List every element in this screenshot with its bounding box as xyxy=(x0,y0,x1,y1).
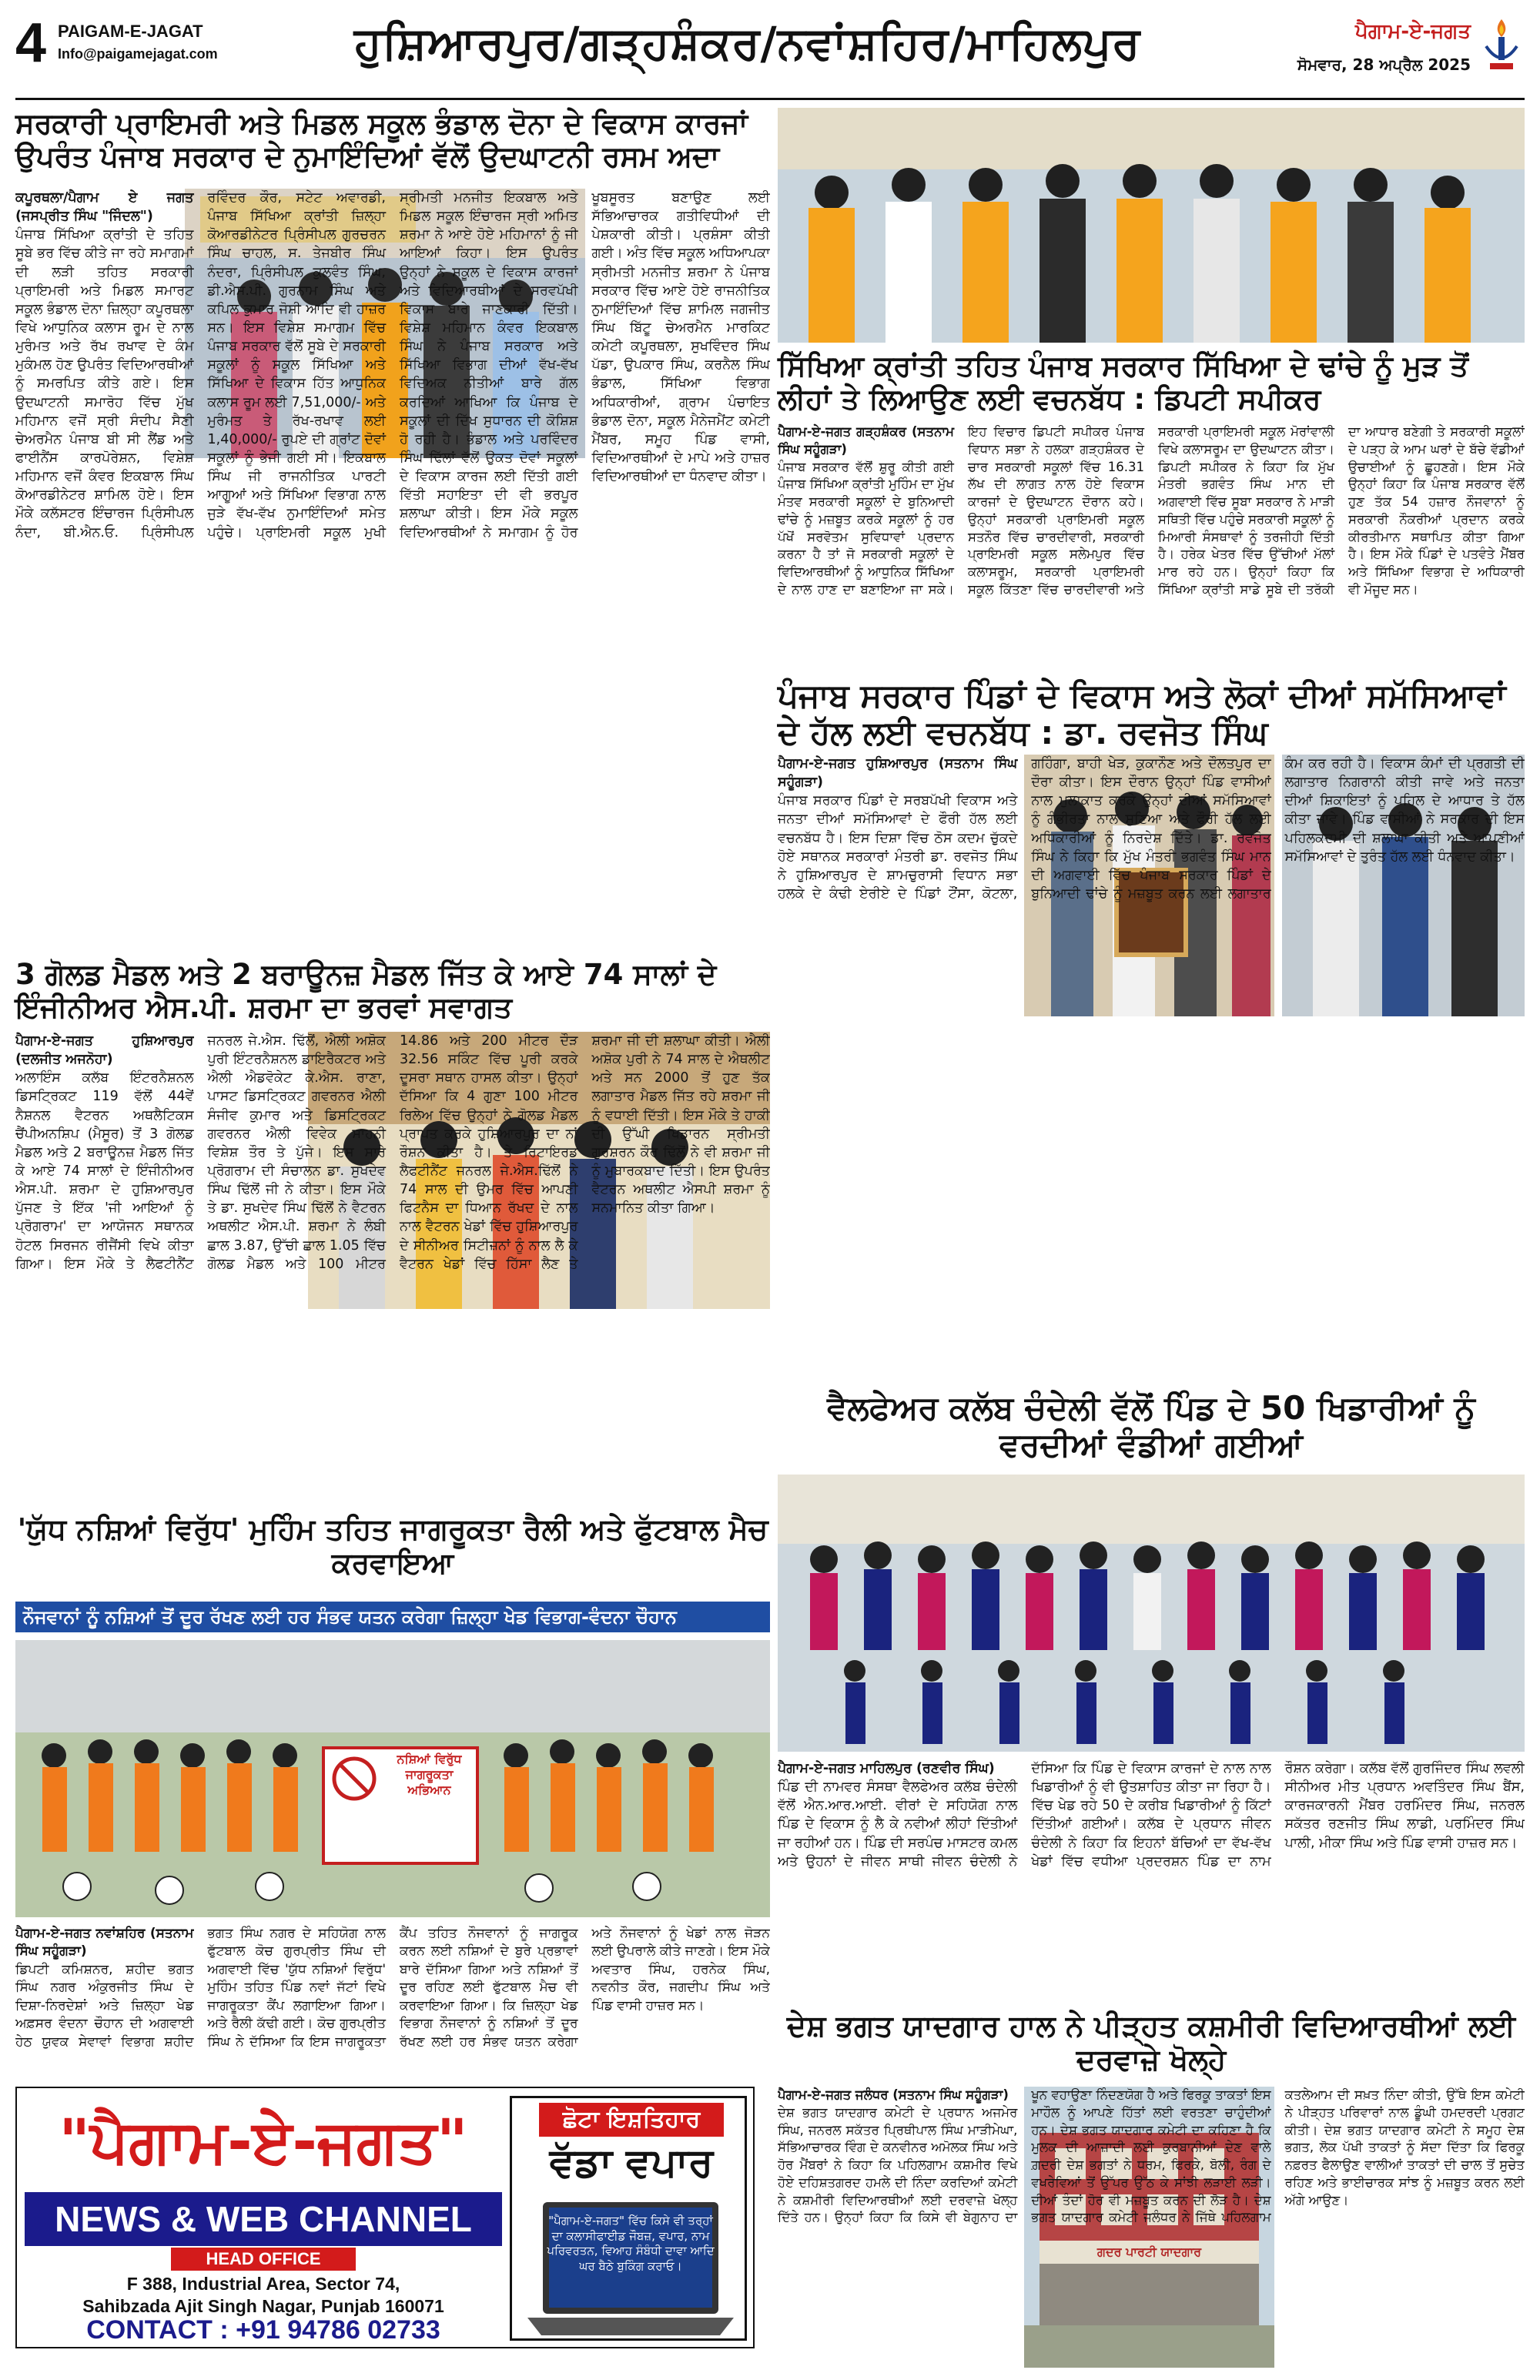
story6-text: ਪਿੰਡ ਦੀ ਨਾਮਵਰ ਸੰਸਥਾ ਵੈਲਫੇਅਰ ਕਲੱਬ ਚੰਦੇਲੀ ਵੱਲੋਂ ਐਨ.ਆਰ.ਆਈ. ਵੀਰਾਂ ਦੇ ਸਹਿਯੋਗ ਨਾਲ ਪਿੰਡ ਦੇ ਵਿਕਾਸ ਨੂੰ ਲੈ ਕੇ ਨਵੀਆਂ ਲੀਹਾਂ ਦਿੱਤੀਆਂ ਜਾ ਰਹੀਆਂ ਹਨ। ਪਿੰਡ ਦੀ ਸਰਪੰਚ ਮਾਸਟਰ ਕਮਲ ਅਤੇ ਉਹਨਾਂ ਦੇ ਜੀਵਨ ਸਾਥੀ ਜੀਵਨ ਚੰਦੇਲੀ ਨੇ ਦੱਸਿਆ ਕਿ ਪਿੰਡ ਦੇ ਵਿਕਾਸ ਕਾਰਜਾਂ ਦੇ ਨਾਲ ਨਾਲ ਖਿਡਾਰੀਆਂ ਨੂੰ ਵੀ ਉਤਸ਼ਾਹਿਤ ਕੀਤਾ ਜਾ ਰਿਹਾ ਹੈ। ਵਿੱਚ ਖੇਡ ਰਹੇ 50 ਦੇ ਕਰੀਬ ਖਿਡਾਰੀਆਂ ਨੂੰ ਕਿੱਟਾਂ ਦਿੱਤੀਆਂ ਗਈਆਂ। ਕਲੱਬ ਦੇ ਪ੍ਰਧਾਨ ਜੀਵਨ ਚੰਦੇਲੀ ਨੇ ਕਿਹਾ ਕਿ ਇਹਨਾਂ ਬੱਚਿਆਂ ਦਾ ਵੱਖ-ਵੱਖ ਖੇਡਾਂ ਵਿੱਚ ਵਧੀਆ ਪ੍ਰਦਰਸ਼ਨ ਪਿੰਡ ਦਾ ਨਾਮ ਰੌਸ਼ਨ ਕਰੇਗਾ। ਕਲੱਬ ਵੱਲੋਂ ਗੁਰਜਿੰਦਰ ਸਿੰਘ ਲਵਲੀ ਸੀਨੀਅਰ ਮੀਤ ਪ੍ਰਧਾਨ ਅਵਤਿੰਦਰ ਸਿੰਘ ਬੈਂਸ, ਕਾਰਜਕਾਰਨੀ ਮੈਂਬਰ ਹਰਮਿੰਦਰ ਸਿੰਘ, ਜਨਰਲ ਸਕੱਤਰ ਰਣਜੀਤ ਸਿੰਘ ਲਾਡੀ, ਪਰਮਿੰਦਰ ਸਿੰਘ ਪਾਲੀ, ਮੀਕਾ ਸਿੰਘ ਅਤੇ ਪਿੰਡ ਵਾਸੀ ਹਾਜ਼ਰ ਸਨ। xyxy=(778,1761,1525,1870)
story2-body xyxy=(778,423,1525,674)
ad-title: "ਪੈਗਾਮ-ਏ-ਜਗਤ" xyxy=(59,2107,468,2177)
story1-body xyxy=(15,189,770,955)
ad-address-line1: F 388, Industrial Area, Sector 74, xyxy=(126,2274,400,2294)
story5-photo xyxy=(15,1640,770,1917)
story7-text: ਦੇਸ਼ ਭਗਤ ਯਾਦਗਾਰ ਕਮੇਟੀ ਦੇ ਪ੍ਰਧਾਨ ਅਜਮੇਰ ਸਿੰਘ, ਜਨਰਲ ਸਕੱਤਰ ਪ੍ਰਿਥੀਪਾਲ ਸਿੰਘ ਮਾੜੀਮੇਘਾ, ਸੱਭਿਆਚਾਰਕ ਵਿੰਗ ਦੇ ਕਨਵੀਨਰ ਅਮੋਲਕ ਸਿੰਘ ਅਤੇ ਹੋਰ ਮੈਂਬਰਾਂ ਨੇ ਕਿਹਾ ਕਿ ਪਹਿਲਗਾਮ ਕਸ਼ਮੀਰ ਵਿਖੇ ਹੋਏ ਦਹਿਸ਼ਤਗਰਦ ਹਮਲੇ ਦੀ ਨਿੰਦਾ ਕਰਦਿਆਂ ਕਮੇਟੀ ਨੇ ਕਸ਼ਮੀਰੀ ਵਿਦਿਆਰਥੀਆਂ ਲਈ ਦਰਵਾਜ਼ੇ ਖੋਲ੍ਹ ਦਿੱਤੇ ਹਨ। ਉਨ੍ਹਾਂ ਕਿਹਾ ਕਿ ਕਿਸੇ ਵੀ ਬੇਗੁਨਾਹ ਦਾ ਖੂਨ ਵਹਾਉਣਾ ਨਿੰਦਣਯੋਗ ਹੈ ਅਤੇ ਫਿਰਕੂ ਤਾਕਤਾਂ ਇਸ ਮਾਹੌਲ ਨੂੰ ਆਪਣੇ ਹਿੱਤਾਂ ਲਈ ਵਰਤਣਾ ਚਾਹੁੰਦੀਆਂ ਹਨ। ਦੇਸ਼ ਭਗਤ ਯਾਦਗਾਰ ਕਮੇਟੀ ਦਾ ਕਹਿਣਾ ਹੈ ਕਿ ਮੁਲਕ ਦੀ ਆਜ਼ਾਦੀ ਲਈ ਕੁਰਬਾਨੀਆਂ ਦੇਣ ਵਾਲੇ ਗ਼ਦਰੀ ਦੇਸ਼ ਭਗਤਾਂ ਨੇ ਧਰਮ, ਫਿਰਕੇ, ਬੋਲੀ, ਰੰਗ ਦੇ ਵਖਰੇਵਿਆਂ ਤੋਂ ਉੱਪਰ ਉੱਠ ਕੇ ਸਾਂਝੀ ਲੜਾਈ ਲੜੀ। ਦੀਆਂ ਤੰਦਾਂ ਹੋਰ ਵੀ ਮਜ਼ਬੂਤ ਕਰਨ ਦੀ ਲੋੜ ਹੈ। ਦੇਸ਼ ਭਗਤ ਯਾਦਗਾਰ ਕਮੇਟੀ ਜਲੰਧਰ ਨੇ ਜਿੱਥੇ ਪਹਿਲਗਾਮ ਕਤਲੇਆਮ ਦੀ ਸਖ਼ਤ ਨਿੰਦਾ ਕੀਤੀ, ਉੱਥੇ ਇਸ ਕਮੇਟੀ ਨੇ ਪੀੜ੍ਹਤ ਪਰਿਵਾਰਾਂ ਨਾਲ ਡੂੰਘੀ ਹਮਦਰਦੀ ਪ੍ਰਗਟ ਕੀਤੀ। ਦੇਸ਼ ਭਗਤ ਯਾਦਗਾਰ ਕਮੇਟੀ ਨੇ ਸਮੂਹ ਦੇਸ਼ ਭਗਤ, ਲੋਕ ਪੱਖੀ ਤਾਕਤਾਂ ਨੂੰ ਸੱਦਾ ਦਿੱਤਾ ਕਿ ਫਿਰਕੂ ਨਫ਼ਰਤ ਫੈਲਾਉਣ ਵਾਲੀਆਂ ਤਾਕਤਾਂ ਦੀ ਚਾਲ ਤੋਂ ਸੁਚੇਤ ਰਹਿਣ ਅਤੇ ਭਾਈਚਾਰਕ ਸਾਂਝ ਨੂੰ ਮਜ਼ਬੂਤ ਕਰਨ ਲਈ ਅੱਗੇ ਆਉਣ। xyxy=(778,2087,1525,2225)
torch-logo-icon xyxy=(1478,15,1525,77)
story7-building-sign: ਗਦਰ ਪਾਰਟੀ ਯਾਦਗਾਰ xyxy=(1096,2244,1202,2259)
story6-headline: ਵੈਲਫੇਅਰ ਕਲੱਬ ਚੰਦੇਲੀ ਵੱਲੋਂ ਪਿੰਡ ਦੇ 50 ਖਿਡਾਰੀਆਂ ਨੂੰ ਵਰਦੀਆਂ ਵੰਡੀਆਂ ਗਈਆਂ xyxy=(827,1389,1475,1464)
issue-date: ਸੋਮਵਾਰ, 28 ਅਪ੍ਰੈਲ 2025 xyxy=(1297,55,1471,74)
story5-headline: 'ਯੁੱਧ ਨਸ਼ਿਆਂ ਵਿਰੁੱਧ' ਮੁਹਿੰਮ ਤਹਿਤ ਜਾਗਰੂਕਤਾ ਰੈਲੀ ਅਤੇ ਫੁੱਟਬਾਲ ਮੈਚ ਕਰਵਾਇਆ xyxy=(17,1512,768,1580)
story5-body xyxy=(15,1925,770,2079)
story6-photo xyxy=(778,1475,1525,1752)
ad-contact[interactable]: CONTACT : +91 94786 02733 xyxy=(86,2315,440,2345)
story3-dateline: ਪੈਗਾਮ-ਏ-ਜਗਤ ਹੁਸ਼ਿਆਰਪੁਰ (ਸਤਨਾਮ ਸਿੰਘ ਸਹੂੰਗੜਾ) xyxy=(778,756,1018,791)
section-title: ਹੁਸ਼ਿਆਰਪੁਰ/ਗੜ੍ਹਸ਼ੰਕਰ/ਨਵਾਂਸ਼ਹਿਰ/ਮਾਹਿਲਪੁਰ xyxy=(354,17,1141,69)
ad-address xyxy=(25,2273,502,2318)
story3-text: ਪੰਜਾਬ ਸਰਕਾਰ ਪਿੰਡਾਂ ਦੇ ਸਰਬਪੱਖੀ ਵਿਕਾਸ ਅਤੇ ਜਨਤਾ ਦੀਆਂ ਸਮੱਸਿਆਵਾਂ ਦੇ ਫੌਰੀ ਹੱਲ ਲਈ ਵਚਨਬੱਧ ਹੈ। ਇਸ ਦਿਸ਼ਾ ਵਿੱਚ ਠੋਸ ਕਦਮ ਚੁੱਕਦੇ ਹੋਏ ਸਥਾਨਕ ਸਰਕਾਰਾਂ ਮੰਤਰੀ ਡਾ. ਰਵਜੋਤ ਸਿੰਘ ਨੇ ਹੁਸ਼ਿਆਰਪੁਰ ਦੇ ਸ਼ਾਮਚੁਰਾਸੀ ਵਿਧਾਨ ਸਭਾ ਹਲਕੇ ਦੇ ਕੰਢੀ ਏਰੀਏ ਦੇ ਪਿੰਡਾਂ ਟੌਂਸਾ, ਕੋਟਲਾ, ਗਹਿੰਗਾ, ਬਾਹੀ ਖੇੜ, ਕੁਕਾਨੌਣ ਅਤੇ ਦੌਲਤਪੁਰ ਦਾ ਦੌਰਾ ਕੀਤਾ। ਇਸ ਦੌਰਾਨ ਉਨ੍ਹਾਂ ਪਿੰਡ ਵਾਸੀਆਂ ਨਾਲ ਮੁਲਾਕਾਤ ਕਰਕੇ ਉਨ੍ਹਾਂ ਦੀਆਂ ਸਮੱਸਿਆਵਾਂ ਨੂੰ ਗੰਭੀਰਤਾ ਨਾਲ ਸੁਣਿਆ ਅਤੇ ਫੌਰੀ ਹੱਲ ਲਈ ਅਧਿਕਾਰੀਆਂ ਨੂੰ ਨਿਰਦੇਸ਼ ਦਿੱਤੇ। ਡਾ. ਰਵਜੋਤ ਸਿੰਘ ਨੇ ਕਿਹਾ ਕਿ ਮੁੱਖ ਮੰਤਰੀ ਭਗਵੰਤ ਸਿੰਘ ਮਾਨ ਦੀ ਅਗਵਾਈ ਵਿੱਚ ਪੰਜਾਬ ਸਰਕਾਰ ਪਿੰਡਾਂ ਦੇ ਬੁਨਿਆਦੀ ਢਾਂਚੇ ਨੂੰ ਮਜ਼ਬੂਤ ਕਰਨ ਲਈ ਲਗਾਤਾਰ ਕੰਮ ਕਰ ਰਹੀ ਹੈ। ਵਿਕਾਸ ਕੰਮਾਂ ਦੀ ਪ੍ਰਗਤੀ ਦੀ ਲਗਾਤਾਰ ਨਿਗਰਾਨੀ ਕੀਤੀ ਜਾਵੇ ਅਤੇ ਜਨਤਾ ਦੀਆਂ ਸ਼ਿਕਾਇਤਾਂ ਨੂੰ ਪਹਿਲ ਦੇ ਆਧਾਰ ਤੇ ਹੱਲ ਕੀਤਾ ਜਾਵੇ। ਪਿੰਡ ਵਾਸੀਆਂ ਨੇ ਸਰਕਾਰ ਦੀ ਇਸ ਪਹਿਲਕਦਮੀ ਦੀ ਸ਼ਲਾਘਾ ਕੀਤੀ ਅਤੇ ਆਪਣੀਆਂ ਸਮੱਸਿਆਵਾਂ ਦੇ ਤੁਰੰਤ ਹੱਲ ਲਈ ਧੰਨਵਾਦ ਕੀਤਾ। xyxy=(778,756,1525,902)
story2-text: ਪੰਜਾਬ ਸਰਕਾਰ ਵੱਲੋਂ ਸ਼ੁਰੂ ਕੀਤੀ ਗਈ ਪੰਜਾਬ ਸਿੱਖਿਆ ਕ੍ਰਾਂਤੀ ਮੁਹਿੰਮ ਦਾ ਮੁੱਖ ਮੰਤਵ ਸਰਕਾਰੀ ਸਕੂਲਾਂ ਦੇ ਬੁਨਿਆਦੀ ਢਾਂਚੇ ਨੂੰ ਮਜ਼ਬੂਤ ਕਰਕੇ ਸਕੂਲਾਂ ਨੂੰ ਹਰ ਪੱਖੋਂ ਸਰਵੋਤਮ ਸੁਵਿਧਾਵਾਂ ਪ੍ਰਦਾਨ ਕਰਨਾ ਹੈ ਤਾਂ ਜੋ ਸਰਕਾਰੀ ਸਕੂਲਾਂ ਦੇ ਵਿਦਿਆਰਥੀਆਂ ਨੂੰ ਆਧੁਨਿਕ ਸਿੱਖਿਆ ਦੇ ਨਾਲ ਹਾਣ ਦਾ ਬਣਾਇਆ ਜਾ ਸਕੇ। ਇਹ ਵਿਚਾਰ ਡਿਪਟੀ ਸਪੀਕਰ ਪੰਜਾਬ ਵਿਧਾਨ ਸਭਾ ਨੇ ਹਲਕਾ ਗੜ੍ਹਸ਼ੰਕਰ ਦੇ ਚਾਰ ਸਰਕਾਰੀ ਸਕੂਲਾਂ ਵਿੱਚ 16.31 ਲੱਖ ਦੀ ਲਾਗਤ ਨਾਲ ਹੋਏ ਵਿਕਾਸ ਕਾਰਜਾਂ ਦੇ ਉਦਘਾਟਨ ਦੌਰਾਨ ਕਹੇ। ਉਨ੍ਹਾਂ ਸਰਕਾਰੀ ਪ੍ਰਾਇਮਰੀ ਸਕੂਲ ਸਤਨੌਰ ਵਿੱਚ ਚਾਰਦੀਵਾਰੀ, ਸਰਕਾਰੀ ਪ੍ਰਾਇਮਰੀ ਸਕੂਲ ਸਲੇਮਪੁਰ ਵਿੱਚ ਕਲਾਸਰੂਮ, ਸਰਕਾਰੀ ਪ੍ਰਾਇਮਰੀ ਸਕੂਲ ਕਿੱਤਣਾ ਵਿੱਚ ਚਾਰਦੀਵਾਰੀ ਅਤੇ ਸਰਕਾਰੀ ਪ੍ਰਾਇਮਰੀ ਸਕੂਲ ਮੋਰਾਂਵਾਲੀ ਵਿਖੇ ਕਲਾਸਰੂਮ ਦਾ ਉਦਘਾਟਨ ਕੀਤਾ। ਡਿਪਟੀ ਸਪੀਕਰ ਨੇ ਕਿਹਾ ਕਿ ਮੁੱਖ ਮੰਤਰੀ ਭਗਵੰਤ ਸਿੰਘ ਮਾਨ ਦੀ ਅਗਵਾਈ ਵਿੱਚ ਸੂਬਾ ਸਰਕਾਰ ਨੇ ਮਾੜੀ ਸਥਿਤੀ ਵਿੱਚ ਪਹੁੰਚੇ ਸਰਕਾਰੀ ਸਕੂਲਾਂ ਨੂੰ ਮਿਆਰੀ ਸੰਸਥਾਵਾਂ ਨੂੰ ਤਰਜੀਹੀ ਦਿੱਤੀ ਹੈ। ਹਰੇਕ ਖੇਤਰ ਵਿੱਚ ਉੱਚੀਆਂ ਮੱਲਾਂ ਮਾਰ ਰਹੇ ਹਨ। ਉਨ੍ਹਾਂ ਕਿਹਾ ਕਿ ਸਿੱਖਿਆ ਕ੍ਰਾਂਤੀ ਸਾਡੇ ਸੂਬੇ ਦੀ ਤਰੱਕੀ ਦਾ ਆਧਾਰ ਬਣੇਗੀ ਤੇ ਸਰਕਾਰੀ ਸਕੂਲਾਂ ਦੇ ਪੜ੍ਹ ਕੇ ਆਮ ਘਰਾਂ ਦੇ ਬੱਚੇ ਵੱਡੀਆਂ ਉਚਾਈਆਂ ਨੂੰ ਛੂਹਣਗੇ। ਇਸ ਮੌਕੇ ਉਨ੍ਹਾਂ ਕਿਹਾ ਕਿ ਪੰਜਾਬ ਸਰਕਾਰ ਵੱਲੋਂ ਹੁਣ ਤੱਕ 54 ਹਜ਼ਾਰ ਨੌਜਵਾਨਾਂ ਨੂੰ ਸਰਕਾਰੀ ਨੌਕਰੀਆਂ ਪ੍ਰਦਾਨ ਕਰਕੇ ਕੀਰਤੀਮਾਨ ਸਥਾਪਿਤ ਕੀਤਾ ਗਿਆ ਹੈ। ਇਸ ਮੌਕੇ ਪਿੰਡਾਂ ਦੇ ਪਤਵੰਤੇ ਮੈਂਬਰ ਅਤੇ ਸਿੱਖਿਆ ਵਿਭਾਗ ਦੇ ਅਧਿਕਾਰੀ ਵੀ ਮੌਜੂਦ ਸਨ। xyxy=(778,424,1525,597)
story7-dateline: ਪੈਗਾਮ-ਏ-ਜਗਤ ਜਲੰਧਰ (ਸਤਨਾਮ ਸਿੰਘ ਸਹੂੰਗੜਾ) xyxy=(778,2087,1009,2102)
story3-headline: ਪੰਜਾਬ ਸਰਕਾਰ ਪਿੰਡਾਂ ਦੇ ਵਿਕਾਸ ਅਤੇ ਲੋਕਾਂ ਦੀਆਂ ਸਮੱਸਿਆਵਾਂ ਦੇ ਹੱਲ ਲਈ ਵਚਨਬੱਧ : ਡਾ. ਰਵਜੋਤ ਸਿੰਘ xyxy=(778,677,1506,752)
story1-text: ਪੰਜਾਬ ਸਿੱਖਿਆ ਕ੍ਰਾਂਤੀ ਦੇ ਤਹਿਤ ਸੂਬੇ ਭਰ ਵਿੱਚ ਕੀਤੇ ਜਾ ਰਹੇ ਸਮਾਗਮਾਂ ਦੀ ਲੜੀ ਤਹਿਤ ਸਰਕਾਰੀ ਪ੍ਰਾਇਮਰੀ ਅਤੇ ਮਿਡਲ ਸਮਾਰਟ ਸਕੂਲ ਭੰਡਾਲ ਦੋਨਾ ਜ਼ਿਲ੍ਹਾ ਕਪੂਰਥਲਾ ਵਿਖੇ ਆਧੁਨਿਕ ਕਲਾਸ ਰੂਮ ਦੇ ਨਾਲ ਮੁਰੰਮਤ ਅਤੇ ਰੱਖ ਰਖਾਵ ਦੇ ਕੰਮ ਮੁਕੰਮਲ ਹੋਣ ਉਪਰੰਤ ਵਿਦਿਆਰਥੀਆਂ ਨੂੰ ਸਮਰਪਿਤ ਕੀਤੇ ਗਏ। ਇਸ ਉਦਘਾਟਨੀ ਸਮਾਰੋਹ ਵਿੱਚ ਮੁੱਖ ਮਹਿਮਾਨ ਵਜੋਂ ਸ੍ਰੀ ਸੰਦੀਪ ਸੈਣੀ ਚੇਅਰਮੈਨ ਪੰਜਾਬ ਬੀ ਸੀ ਲੈਂਡ ਅਤੇ ਫਾਈਨੈਂਸ ਕਾਰਪੋਰੇਸ਼ਨ, ਵਿਸ਼ੇਸ਼ ਮਹਿਮਾਨ ਵਜੋਂ ਕੰਵਰ ਇਕਬਾਲ ਸਿੰਘ ਕੋਆਰਡੀਨੇਟਰ ਸ਼ਾਮਿਲ ਹੋਏ। ਇਸ ਮੌਕੇ ਕਲੱਸਟਰ ਇੰਚਾਰਜ ਪ੍ਰਿੰਸੀਪਲ ਨੰਦਾ, ਬੀ.ਐਨ.ਓ. ਪ੍ਰਿੰਸੀਪਲ ਰਵਿੰਦਰ ਕੌਰ, ਸਟੇਟ ਅਵਾਰਡੀ, ਪੰਜਾਬ ਸਿੱਖਿਆ ਕ੍ਰਾਂਤੀ ਜ਼ਿਲ੍ਹਾ ਕੋਆਰਡੀਨੇਟਰ ਪ੍ਰਿੰਸੀਪਲ ਗੁਰਚਰਨ ਸਿੰਘ ਚਾਹਲ, ਸ. ਤੇਜਬੀਰ ਸਿੰਘ ਨੰਦਰਾ, ਪ੍ਰਿੰਸੀਪਲ ਕੁਲਵੰਤ ਸਿੰਘ, ਡੀ.ਐਸ.ਪੀ. ਗੁਰਨਾਮ ਸਿੰਘ ਅਤੇ ਕਪਿਲ ਕੁਮਾਰ ਜੋਸ਼ੀ ਆਦਿ ਵੀ ਹਾਜ਼ਰ ਸਨ। ਇਸ ਵਿਸ਼ੇਸ਼ ਸਮਾਗਮ ਵਿੱਚ ਪੰਜਾਬ ਸਰਕਾਰ ਵੱਲੋਂ ਸੂਬੇ ਦੇ ਸਰਕਾਰੀ ਸਕੂਲਾਂ ਨੂੰ ਸਕੂਲ ਸਿੱਖਿਆ ਅਤੇ ਸਿੱਖਿਆ ਦੇ ਵਿਕਾਸ ਹਿੱਤ ਆਧੁਨਿਕ ਕਲਾਸ ਰੂਮ ਲਈ 7,51,000/- ਅਤੇ ਮੁਰੰਮਤ ਤੇ ਰੱਖ-ਰਖਾਵ ਲਈ 1,40,000/- ਰੁਪਏ ਦੀ ਗ੍ਰਾਂਟ ਦੋਵਾਂ ਸਕੂਲਾਂ ਨੂੰ ਭੇਜੀ ਗਈ ਸੀ। ਇਕਬਾਲ ਸਿੰਘ ਜੀ ਰਾਜਨੀਤਿਕ ਪਾਰਟੀ ਆਗੂਆਂ ਅਤੇ ਸਿੱਖਿਆ ਵਿਭਾਗ ਨਾਲ ਜੁੜੇ ਵੱਖ-ਵੱਖ ਨੁਮਾਇੰਦਿਆਂ ਸਮੇਤ ਪਹੁੰਚੇ। ਪ੍ਰਾਇਮਰੀ ਸਕੂਲ ਮੁਖੀ ਸ੍ਰੀਮਤੀ ਮਨਜੀਤ ਇਕਬਾਲ ਅਤੇ ਮਿਡਲ ਸਕੂਲ ਇੰਚਾਰਜ ਸ੍ਰੀ ਅਮਿਤ ਸ਼ਰਮਾ ਨੇ ਆਏ ਹੋਏ ਮਹਿਮਾਨਾਂ ਨੂੰ ਜੀ ਆਇਆਂ ਕਿਹਾ। ਇਸ ਉਪਰੰਤ ਉਨ੍ਹਾਂ ਨੇ ਸਕੂਲ ਦੇ ਵਿਕਾਸ ਕਾਰਜਾਂ ਅਤੇ ਵਿਦਿਆਰਥੀਆਂ ਦੇ ਸਰਵਪੱਖੀ ਵਿਕਾਸ ਬਾਰੇ ਜਾਣਕਾਰੀ ਦਿੱਤੀ। ਵਿਸ਼ੇਸ਼ ਮਹਿਮਾਨ ਕੰਵਰ ਇਕਬਾਲ ਸਿੰਘ ਨੇ ਪੰਜਾਬ ਸਰਕਾਰ ਅਤੇ ਸਿੱਖਿਆ ਵਿਭਾਗ ਦੀਆਂ ਵੱਖ-ਵੱਖ ਵਿਦਿਅਕ ਨੀਤੀਆਂ ਬਾਰੇ ਗੱਲ ਕਰਦਿਆਂ ਆਖਿਆ ਕਿ ਪੰਜਾਬ ਦੇ ਸਕੂਲਾਂ ਦੀ ਦਿੱਖ ਸੁਧਾਰਨ ਦੀ ਕੋਸ਼ਿਸ਼ ਹੋ ਰਹੀ ਹੈ। ਭੰਡਾਲ ਅਤੇ ਪਰਵਿੰਦਰ ਸਿੰਘ ਢਿੱਲਾਂ ਵੱਲੋਂ ਉਕਤ ਦੋਵਾਂ ਸਕੂਲਾਂ ਦੇ ਵਿਕਾਸ ਕਾਰਜ ਲਈ ਦਿੱਤੀ ਗਈ ਵਿੱਤੀ ਸਹਾਇਤਾ ਦੀ ਵੀ ਭਰਪੂਰ ਸ਼ਲਾਘਾ ਕੀਤੀ। ਇਸ ਮੌਕੇ ਸਕੂਲ ਵਿਦਿਆਰਥੀਆਂ ਨੇ ਸਮਾਗਮ ਨੂੰ ਹੋਰ ਖੂਬਸੂਰਤ ਬਣਾਉਣ ਲਈ ਸੱਭਿਆਚਾਰਕ ਗਤੀਵਿਧੀਆਂ ਦੀ ਪੇਸ਼ਕਾਰੀ ਕੀਤੀ। ਪ੍ਰਸ਼ੰਸਾ ਕੀਤੀ ਗਈ। ਅੰਤ ਵਿੱਚ ਸਕੂਲ ਅਧਿਆਪਕਾ ਸ੍ਰੀਮਤੀ ਮਨਜੀਤ ਸ਼ਰਮਾ ਨੇ ਪੰਜਾਬ ਸਰਕਾਰ ਵਿੱਚ ਆਏ ਹੋਏ ਰਾਜਨੀਤਿਕ ਨੁਮਾਇੰਦਿਆਂ ਵਿੱਚ ਸ਼ਾਮਿਲ ਜਗਜੀਤ ਸਿੰਘ ਬਿੱਟੂ ਚੇਅਰਮੈਨ ਮਾਰਕਿਟ ਕਮੇਟੀ ਕਪੂਰਥਲਾ, ਸੁਖਵਿੰਦਰ ਸਿੰਘ ਪੱਡਾ, ਉਪਕਾਰ ਸਿੰਘ, ਕਰਨੈਲ ਸਿੰਘ ਭੰਡਾਲ, ਸਿੱਖਿਆ ਵਿਭਾਗ ਅਧਿਕਾਰੀਆਂ, ਗ੍ਰਾਮ ਪੰਚਾਇਤ ਭੰਡਾਲ ਦੋਨਾ, ਸਕੂਲ ਮੈਨੇਜਮੈਂਟ ਕਮੇਟੀ ਮੈਂਬਰ, ਸਮੂਹ ਪਿੰਡ ਵਾਸੀ, ਵਿਦਿਆਰਥੀਆਂ ਦੇ ਮਾਪੇ ਅਤੇ ਹਾਜ਼ਰ ਵਿਦਿਆਰਥੀਆਂ ਦਾ ਧੰਨਵਾਦ ਕੀਤਾ। xyxy=(15,190,770,541)
story5-dateline: ਪੈਗਾਮ-ਏ-ਜਗਤ ਨਵਾਂਸ਼ਹਿਰ (ਸਤਨਾਮ ਸਿੰਘ ਸਹੂੰਗੜਾ) xyxy=(15,1926,194,1960)
story6-body xyxy=(778,1759,1525,2006)
story4-dateline: ਪੈਗਾਮ-ਏ-ਜਗਤ ਹੁਸ਼ਿਆਰਪੁਰ (ਦਲਜੀਤ ਅਜਨੋਹਾ) xyxy=(15,1033,194,1068)
story5-text: ਡਿਪਟੀ ਕਮਿਸ਼ਨਰ, ਸ਼ਹੀਦ ਭਗਤ ਸਿੰਘ ਨਗਰ ਅੰਕੁਰਜੀਤ ਸਿੰਘ ਦੇ ਦਿਸ਼ਾ-ਨਿਰਦੇਸ਼ਾਂ ਅਤੇ ਜ਼ਿਲ੍ਹਾ ਖੇਡ ਅਫ਼ਸਰ ਵੰਦਨਾ ਚੌਹਾਨ ਦੀ ਅਗਵਾਈ ਹੇਠ ਯੁਵਕ ਸੇਵਾਵਾਂ ਵਿਭਾਗ ਸ਼ਹੀਦ ਭਗਤ ਸਿੰਘ ਨਗਰ ਦੇ ਸਹਿਯੋਗ ਨਾਲ ਫੁੱਟਬਾਲ ਕੋਚ ਗੁਰਪ੍ਰੀਤ ਸਿੰਘ ਦੀ ਅਗਵਾਈ ਵਿੱਚ 'ਯੁੱਧ ਨਸ਼ਿਆਂ ਵਿਰੁੱਧ' ਮੁਹਿੰਮ ਤਹਿਤ ਪਿੰਡ ਨਵਾਂ ਜੱਟਾਂ ਵਿਖੇ ਜਾਗਰੂਕਤਾ ਕੈਂਪ ਲਗਾਇਆ ਗਿਆ। ਅਤੇ ਰੈਲੀ ਕੱਢੀ ਗਈ। ਕੋਚ ਗੁਰਪ੍ਰੀਤ ਸਿੰਘ ਨੇ ਦੱਸਿਆ ਕਿ ਇਸ ਜਾਗਰੂਕਤਾ ਕੈਂਪ ਤਹਿਤ ਨੌਜਵਾਨਾਂ ਨੂੰ ਜਾਗਰੂਕ ਕਰਨ ਲਈ ਨਸ਼ਿਆਂ ਦੇ ਬੁਰੇ ਪ੍ਰਭਾਵਾਂ ਬਾਰੇ ਦੱਸਿਆ ਗਿਆ ਅਤੇ ਨਸ਼ਿਆਂ ਤੋਂ ਦੂਰ ਰਹਿਣ ਲਈ ਫੁੱਟਬਾਲ ਮੈਚ ਵੀ ਕਰਵਾਇਆ ਗਿਆ। ਕਿ ਜ਼ਿਲ੍ਹਾ ਖੇਡ ਵਿਭਾਗ ਨੌਜਵਾਨਾਂ ਨੂੰ ਨਸ਼ਿਆਂ ਤੋਂ ਦੂਰ ਰੱਖਣ ਲਈ ਹਰ ਸੰਭਵ ਯਤਨ ਕਰੇਗਾ ਅਤੇ ਨੌਜਵਾਨਾਂ ਨੂੰ ਖੇਡਾਂ ਨਾਲ ਜੋੜਨ ਲਈ ਉਪਰਾਲੇ ਕੀਤੇ ਜਾਣਗੇ। ਇਸ ਮੌਕੇ ਅਵਤਾਰ ਸਿੰਘ, ਹਰਨੇਕ ਸਿੰਘ, ਨਵਨੀਤ ਕੌਰ, ਜਗਦੀਪ ਸਿੰਘ ਅਤੇ ਪਿੰਡ ਵਾਸੀ ਹਾਜ਼ਰ ਸਨ। xyxy=(15,1926,770,2050)
story4-body xyxy=(15,1032,770,1509)
ad-channel: NEWS & WEB CHANNEL xyxy=(25,2192,502,2246)
ad-classified-box xyxy=(510,2096,747,2341)
story5-banner-text: ਨਸ਼ਿਆਂ ਵਿਰੁੱਧ ਜਾਗਰੂਕਤਾ ਅਭਿਆਨ xyxy=(397,1752,462,1797)
story1-headline: ਸਰਕਾਰੀ ਪ੍ਰਾਇਮਰੀ ਅਤੇ ਮਿਡਲ ਸਕੂਲ ਭੰਡਾਲ ਦੋਨਾ ਦੇ ਵਿਕਾਸ ਕਾਰਜਾਂ ਉਪਰੰਤ ਪੰਜਾਬ ਸਰਕਾਰ ਦੇ ਨੁਮਾਇੰਦਿਆਂ ਵੱਲੋਂ ਉਦਘਾਟਨੀ ਰਸਮ ਅਦਾ xyxy=(15,107,748,173)
paper-name: ਪੈਗਾਮ-ਏ-ਜਗਤ xyxy=(1355,20,1471,43)
ad-head-office: HEAD OFFICE xyxy=(171,2248,356,2271)
page-number: 4 xyxy=(15,12,47,74)
story1-dateline: ਕਪੂਰਥਲਾ/ਪੈਗਾਮ ਏ ਜਗਤ (ਜਸਪ੍ਰੀਤ ਸਿੰਘ "ਜਿੰਦਲ") xyxy=(15,190,194,225)
advertisement[interactable] xyxy=(15,2087,755,2348)
ad-big-label: ਵੱਡਾ ਵਪਾਰ xyxy=(549,2140,714,2186)
ad-small-label: ਛੋਟਾ ਇਸ਼ਤਿਹਾਰ xyxy=(539,2103,724,2137)
story2-dateline: ਪੈਗਾਮ-ਏ-ਜਗਤ ਗੜ੍ਹਸ਼ੰਕਰ (ਸਤਨਾਮ ਸਿੰਘ ਸਹੂੰਗੜਾ) xyxy=(778,424,954,457)
masthead xyxy=(15,12,1525,100)
story7-body xyxy=(778,2087,1525,2372)
brand-email[interactable]: Info@paigamejagat.com xyxy=(58,46,218,62)
story7-headline: ਦੇਸ਼ ਭਗਤ ਯਾਦਗਾਰ ਹਾਲ ਨੇ ਪੀੜ੍ਹਤ ਕਸ਼ਮੀਰੀ ਵਿਦਿਆਰਥੀਆਂ ਲਈ ਦਰਵਾਜ਼ੇ ਖੋਲ੍ਹੇ xyxy=(786,2009,1516,2077)
brand-name: PAIGAM-E-JAGAT xyxy=(58,22,203,41)
story3-body xyxy=(778,755,1525,1386)
ad-address-line2: Sahibzada Ajit Singh Nagar, Punjab 160071 xyxy=(82,2295,444,2316)
ad-laptop-text: "ਪੈਗਾਮ-ਏ-ਜਗਤ" ਵਿੱਚ ਕਿਸੇ ਵੀ ਤਰ੍ਹਾਂ ਦਾ ਕਲਾਸੀਫਾਈਡ ਜੌਬਜ਼, ਵਪਾਰ, ਨਾਮ ਪਰਿਵਰਤਨ, ਵਿਆਹ ਸੰਬੰਧੀ ਦਾਵਾ ਆਦਿ ਘਰ ਬੈਠੇ ਬੁਕਿੰਗ ਕਰਾਓ। xyxy=(547,2214,715,2273)
story5-subhead-strip: ਨੌਜਵਾਨਾਂ ਨੂੰ ਨਸ਼ਿਆਂ ਤੋਂ ਦੂਰ ਰੱਖਣ ਲਈ ਹਰ ਸੰਭਵ ਯਤਨ ਕਰੇਗਾ ਜ਼ਿਲ੍ਹਾ ਖੇਡ ਵਿਭਾਗ-ਵੰਦਨਾ ਚੌਹਾਨ xyxy=(15,1602,770,1632)
story6-dateline: ਪੈਗਾਮ-ਏ-ਜਗਤ ਮਾਹਿਲਪੁਰ (ਰਣਵੀਰ ਸਿੰਘ) xyxy=(778,1761,995,1776)
story2-headline: ਸਿੱਖਿਆ ਕ੍ਰਾਂਤੀ ਤਹਿਤ ਪੰਜਾਬ ਸਰਕਾਰ ਸਿੱਖਿਆ ਦੇ ਢਾਂਚੇ ਨੂੰ ਮੁੜ ਤੋਂ ਲੀਹਾਂ ਤੇ ਲਿਆਉਣ ਲਈ ਵਚਨਬੱਧ : ਡਿਪਟੀ ਸਪੀਕਰ xyxy=(778,350,1468,416)
story2-photo xyxy=(778,108,1525,343)
story4-text: ਅਲਾਇੰਸ ਕਲੱਬ ਇੰਟਰਨੈਸ਼ਨਲ ਡਿਸਟ੍ਰਿਕਟ 119 ਵੱਲੋਂ 44ਵੇਂ ਨੈਸ਼ਨਲ ਵੈਟਰਨ ਅਥਲੈਟਿਕਸ ਚੈਂਪੀਅਨਸ਼ਿਪ (ਮੈਸੂਰ) ਤੋਂ 3 ਗੋਲਡ ਮੈਡਲ ਅਤੇ 2 ਬਰਾਊਨਜ਼ ਮੈਡਲ ਜਿੱਤ ਕੇ ਆਏ 74 ਸਾਲਾਂ ਦੇ ਇੰਜੀਨੀਅਰ ਐਸ.ਪੀ. ਸ਼ਰਮਾ ਦੇ ਹੁਸ਼ਿਆਰਪੁਰ ਪੁੱਜਣ ਤੇ ਇੱਕ 'ਜੀ ਆਇਆਂ ਨੂੰ ਪ੍ਰੋਗਰਾਮ' ਦਾ ਆਯੋਜਨ ਸਥਾਨਕ ਹੋਟਲ ਸਿਰਜਨ ਰੀਜੈਂਸੀ ਵਿਖੇ ਕੀਤਾ ਗਿਆ। ਇਸ ਮੌਕੇ ਤੇ ਲੈਫਟੀਨੈਂਟ ਜਨਰਲ ਜੇ.ਐਸ. ਢਿੱਲੋਂ, ਐਲੀ ਅਸ਼ੋਕ ਪੁਰੀ ਇੰਟਰਨੈਸ਼ਨਲ ਡਾਇਰੈਕਟਰ ਅਤੇ ਐਲੀ ਐਡਵੋਕੇਟ ਕੇ.ਐਸ. ਰਾਣਾ, ਪਾਸਟ ਡਿਸਟ੍ਰਿਕਟ ਗਵਰਨਰ ਐਲੀ ਸੰਜੀਵ ਕੁਮਾਰ ਅਤੇ ਡਿਸਟ੍ਰਿਕਟ ਗਵਰਨਰ ਐਲੀ ਵਿਵੇਕ ਸਾਹਨੀ ਵਿਸ਼ੇਸ਼ ਤੌਰ ਤੇ ਪੁੱਜੇ। ਇਸ ਸਾਰੇ ਪ੍ਰੋਗਰਾਮ ਦੀ ਸੰਚਾਲਨ ਡਾ. ਸੁਖਦੇਵ ਸਿੰਘ ਢਿੱਲੋਂ ਜੀ ਨੇ ਕੀਤਾ। ਇਸ ਮੌਕੇ ਤੇ ਡਾ. ਸੁਖਦੇਵ ਸਿੰਘ ਢਿੱਲੋਂ ਨੇ ਵੈਟਰਨ ਅਥਲੀਟ ਐਸ.ਪੀ. ਸ਼ਰਮਾ ਨੇ ਲੰਬੀ ਛਾਲ 3.87, ਉੱਚੀ ਛਾਲ 1.05 ਵਿੱਚ ਗੋਲਡ ਮੈਡਲ ਅਤੇ 100 ਮੀਟਰ 14.86 ਅਤੇ 200 ਮੀਟਰ ਦੌੜ 32.56 ਸਕਿੰਟ ਵਿੱਚ ਪੂਰੀ ਕਰਕੇ ਦੂਸਰਾ ਸਥਾਨ ਹਾਸਲ ਕੀਤਾ। ਉਨ੍ਹਾਂ ਦੱਸਿਆ ਕਿ 4 ਗੁਣਾ 100 ਮੀਟਰ ਰਿਲੇਅ ਵਿੱਚ ਉਨ੍ਹਾਂ ਨੇ ਗੋਲਡ ਮੈਡਲ ਪ੍ਰਾਪਤ ਕਰਕੇ ਹੁਸ਼ਿਆਰਪੁਰ ਦਾ ਨਾਂ ਰੌਸ਼ਨ ਕੀਤਾ ਹੈ। ਤੇ ਰਿਟਾਇਰਡ ਲੈਫਟੀਨੈਂਟ ਜਨਰਲ ਜੇ.ਐਸ.ਢਿੱਲੋਂ ਨੇ 74 ਸਾਲ ਦੀ ਉਮਰ ਵਿੱਚ ਆਪਣੀ ਫਿਟਨੈਸ ਦਾ ਧਿਆਨ ਰੱਖਦ ਦੇ ਨਾਲ ਨਾਲ ਵੈਟਰਨ ਖੇਡਾਂ ਵਿੱਚ ਹੁਸ਼ਿਆਰਪੁਰ ਦੇ ਸੀਨੀਅਰ ਸਿਟੀਜ਼ਨਾਂ ਨੂੰ ਨਾਲ ਲੈ ਕੇ ਵੈਟਰਨ ਖੇਡਾਂ ਵਿੱਚ ਹਿੱਸਾ ਲੈਣ ਤੇ ਸ਼ਰਮਾ ਜੀ ਦੀ ਸ਼ਲਾਘਾ ਕੀਤੀ। ਐਲੀ ਅਸ਼ੋਕ ਪੁਰੀ ਨੇ 74 ਸਾਲ ਦੇ ਐਥਲੀਟ ਅਤੇ ਸਨ 2000 ਤੋਂ ਹੁਣ ਤੱਕ ਲਗਾਤਾਰ ਮੈਡਲ ਜਿੱਤ ਰਹੇ ਸ਼ਰਮਾ ਜੀ ਨੂੰ ਵਧਾਈ ਦਿੱਤੀ। ਇਸ ਮੌਕੇ ਤੇ ਹਾਕੀ ਦੀ ਉੱਘੀ ਖਿਡਾਰਨ ਸ੍ਰੀਮਤੀ ਗੁਰਸ਼ਰਨ ਕੌਰ ਢਿੱਲੋਂ ਨੇ ਵੀ ਸ਼ਰਮਾ ਜੀ ਨੂੰ ਮੁਬਾਰਕਬਾਦ ਦਿੱਤੀ। ਇਸ ਉਪਰੰਤ ਵੈਟਰਨ ਅਥਲੀਟ ਐਸਪੀ ਸ਼ਰਮਾ ਨੂੰ ਸਨਮਾਨਿਤ ਕੀਤਾ ਗਿਆ। xyxy=(15,1033,770,1272)
story4-headline: 3 ਗੋਲਡ ਮੈਡਲ ਅਤੇ 2 ਬਰਾਊਨਜ਼ ਮੈਡਲ ਜਿੱਤ ਕੇ ਆਏ 74 ਸਾਲਾਂ ਦੇ ਇੰਜੀਨੀਅਰ ਐਸ.ਪੀ. ਸ਼ਰਮਾ ਦਾ ਭਰਵਾਂ ਸਵਾਗਤ xyxy=(15,958,717,1024)
